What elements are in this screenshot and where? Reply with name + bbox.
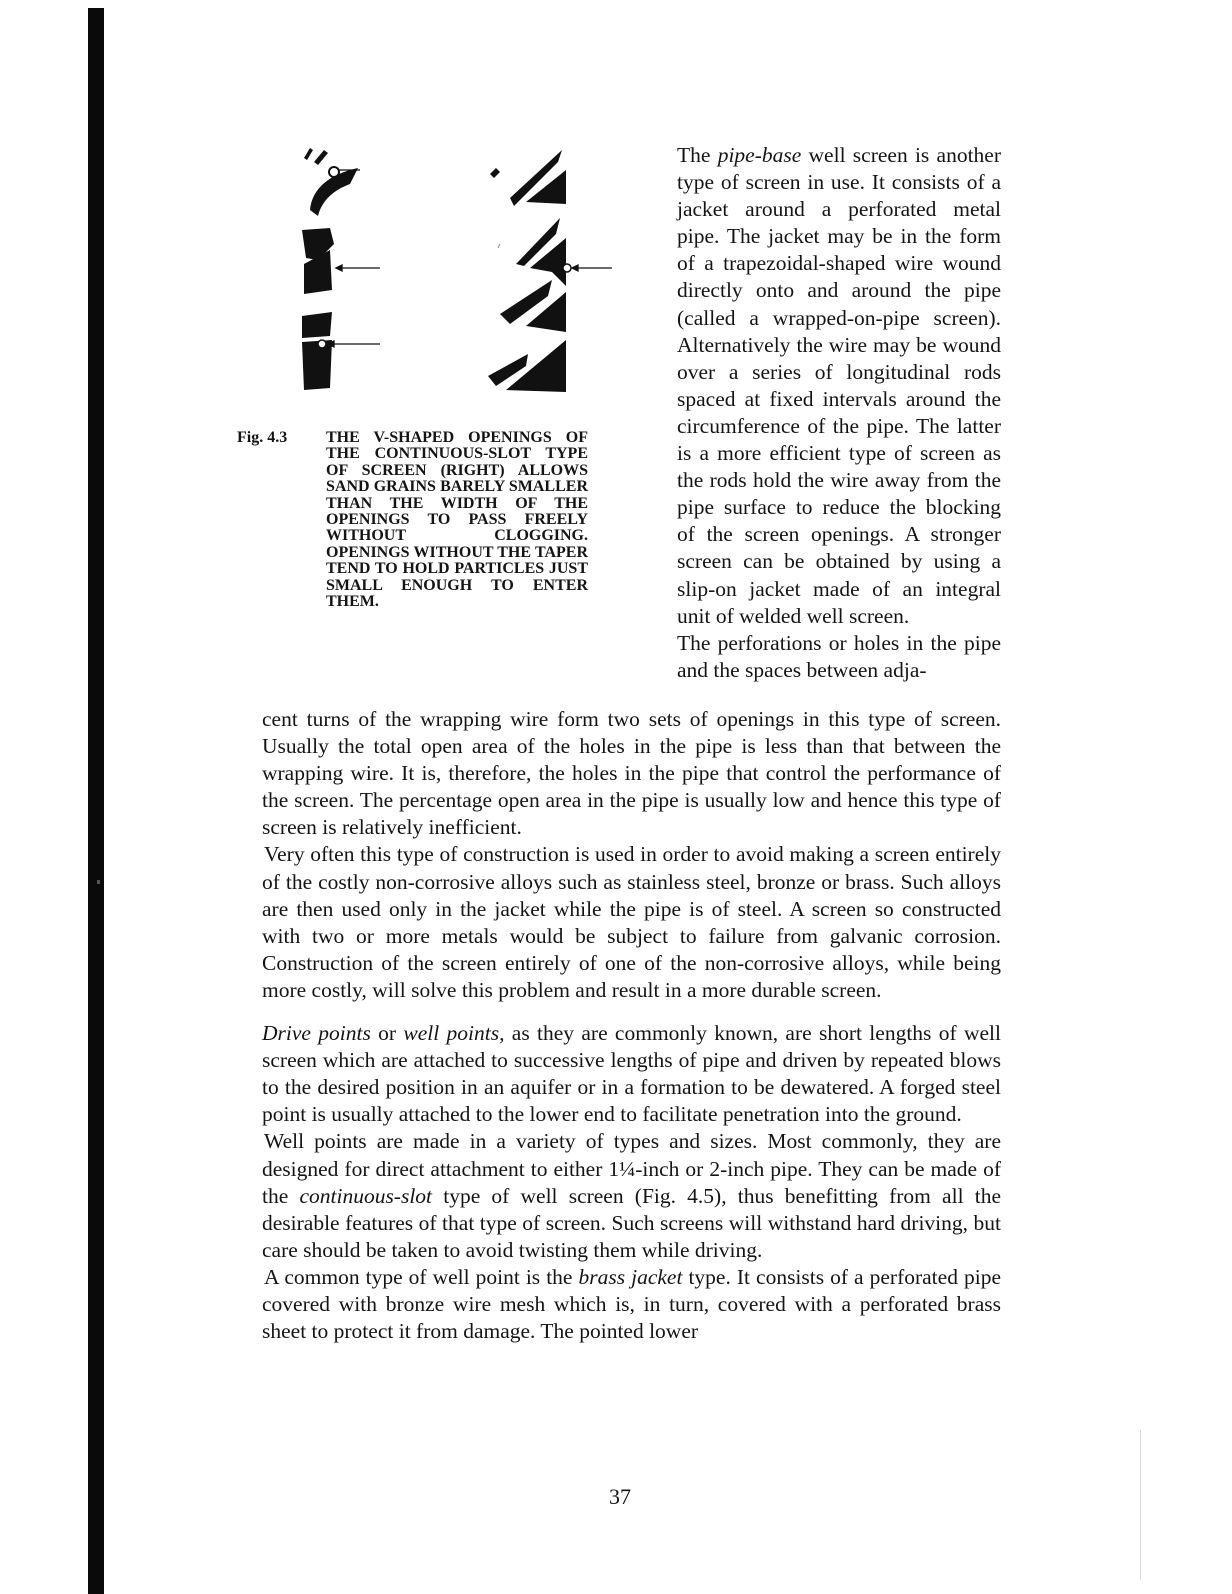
paragraph-text: or — [370, 1021, 404, 1046]
right-arrows — [563, 264, 612, 272]
paragraph-text: well screen is another type of screen in use. It consists of a jacket around a perforated metal pipe. The jacket may be in the form of a trapezoidal-shaped wire wound directly onto and around the pipe (called a wrapped-on-pipe screen). Alternatively the wire may be wound over a series of longitudinal rods spaced at fixed intervals around the circumference of the pipe. The latter is a more efficient type of screen as the rods hold the wire away from the pipe surface to reduce the blocking of the screen openings. A stronger screen can be obtained by using a slip-on jacket made of an integral unit of welded well screen. — [677, 143, 1001, 628]
left-screen-section — [302, 148, 358, 390]
emphasis-pipe-base: pipe-base — [717, 143, 802, 167]
paragraph-text: type of well screen (Fig. 4.5), thus benefitting from all the desirable features of that type of screen. Such screens will withstand hard driving, but care should be taken to avoid twisting them while driving. — [262, 1183, 1001, 1262]
paragraph-drive-points — [262, 1020, 1001, 1128]
paragraph-well-points — [262, 1128, 1001, 1263]
paragraph-text: Well points are made in a variety of types and sizes. Most commonly, they are designed for direct attachment to either 1¼-inch or 2-inch pipe. They can be made of the — [262, 1129, 1001, 1208]
paragraph-text: as they are commonly known, are short lengths of well screen which are attached to successive lengths of pipe and driven by repeated blows to the desired position in an aquifer or in a formation to be dewatered. A forged steel point is usually attached to the lower end to facilitate penetration into the ground. — [262, 1021, 1001, 1127]
paragraph-perforations-cont: cent turns of the wrapping wire form two sets of openings in this type of screen. Usually the total open area of the holes in the pipe is less than that between the wrapping wire. It is, therefore, the holes in the pipe that control the performance of the screen. The percentage open area in the pipe is usually low and hence this type of screen is relatively inefficient. — [262, 707, 1001, 840]
paragraph-text: type. It consists of a perforated pipe covered with bronze wire mesh which is, in turn, covered with a perforated brass sheet to protect it from damage. The pointed lower — [262, 1264, 1001, 1344]
main-body-text — [262, 706, 1001, 1345]
paragraph-pipe-base — [677, 142, 1001, 630]
emphasis-drive-points: Drive points — [262, 1021, 371, 1046]
paragraph-brass-jacket — [262, 1264, 1001, 1345]
paragraph-text: A common type of well point is the — [264, 1264, 579, 1289]
emphasis-continuous-slot: continuous-slot — [299, 1183, 433, 1208]
slot-cross-section-drawing — [290, 140, 625, 420]
scan-speck — [97, 880, 100, 884]
paragraph-construction: Very often this type of construction is used in order to avoid making a screen entirely of the costly non-corrosive alloys such as stainless steel, bronze or brass. Such alloys are then used only in the jacket while the pipe is of steel. A screen so constructed with two or more metals would be subject to failure from galvanic corrosion. Construction of the screen entirely of one of the non-corrosive alloys, while being more costly, will solve this problem and result in a more durable screen. — [262, 842, 1001, 1002]
emphasis-brass-jacket: brass jacket — [578, 1264, 683, 1289]
figure-label: Fig. 4.3 — [237, 429, 288, 446]
page-number: 37 — [609, 1484, 631, 1509]
page-binding-edge — [88, 8, 104, 1594]
right-column-text — [677, 142, 1001, 684]
right-screen-section — [488, 150, 566, 392]
paragraph-text: The — [677, 143, 718, 167]
paragraph-perforations-start: The perforations or holes in the pipe and the spaces between adja- — [677, 630, 1001, 682]
figure-illustration — [290, 140, 625, 420]
emphasis-well-points: well points, — [403, 1021, 505, 1046]
left-arrows — [328, 170, 380, 347]
scan-speck — [1140, 1430, 1141, 1580]
figure-caption-text: THE V-SHAPED OPENINGS OF THE CONTINUOUS-SLOT TYPE OF SCREEN (RIGHT) ALLOWS SAND GRAINS BARELY SMALLER THAN THE WIDTH OF THE OPENINGS TO PASS FREELY WITHOUT CLOGGING. OPENINGS WITHOUT THE TAPER TEND TO HOLD PARTICLES JUST SMALL ENOUGH TO ENTER THEM. — [326, 429, 588, 611]
